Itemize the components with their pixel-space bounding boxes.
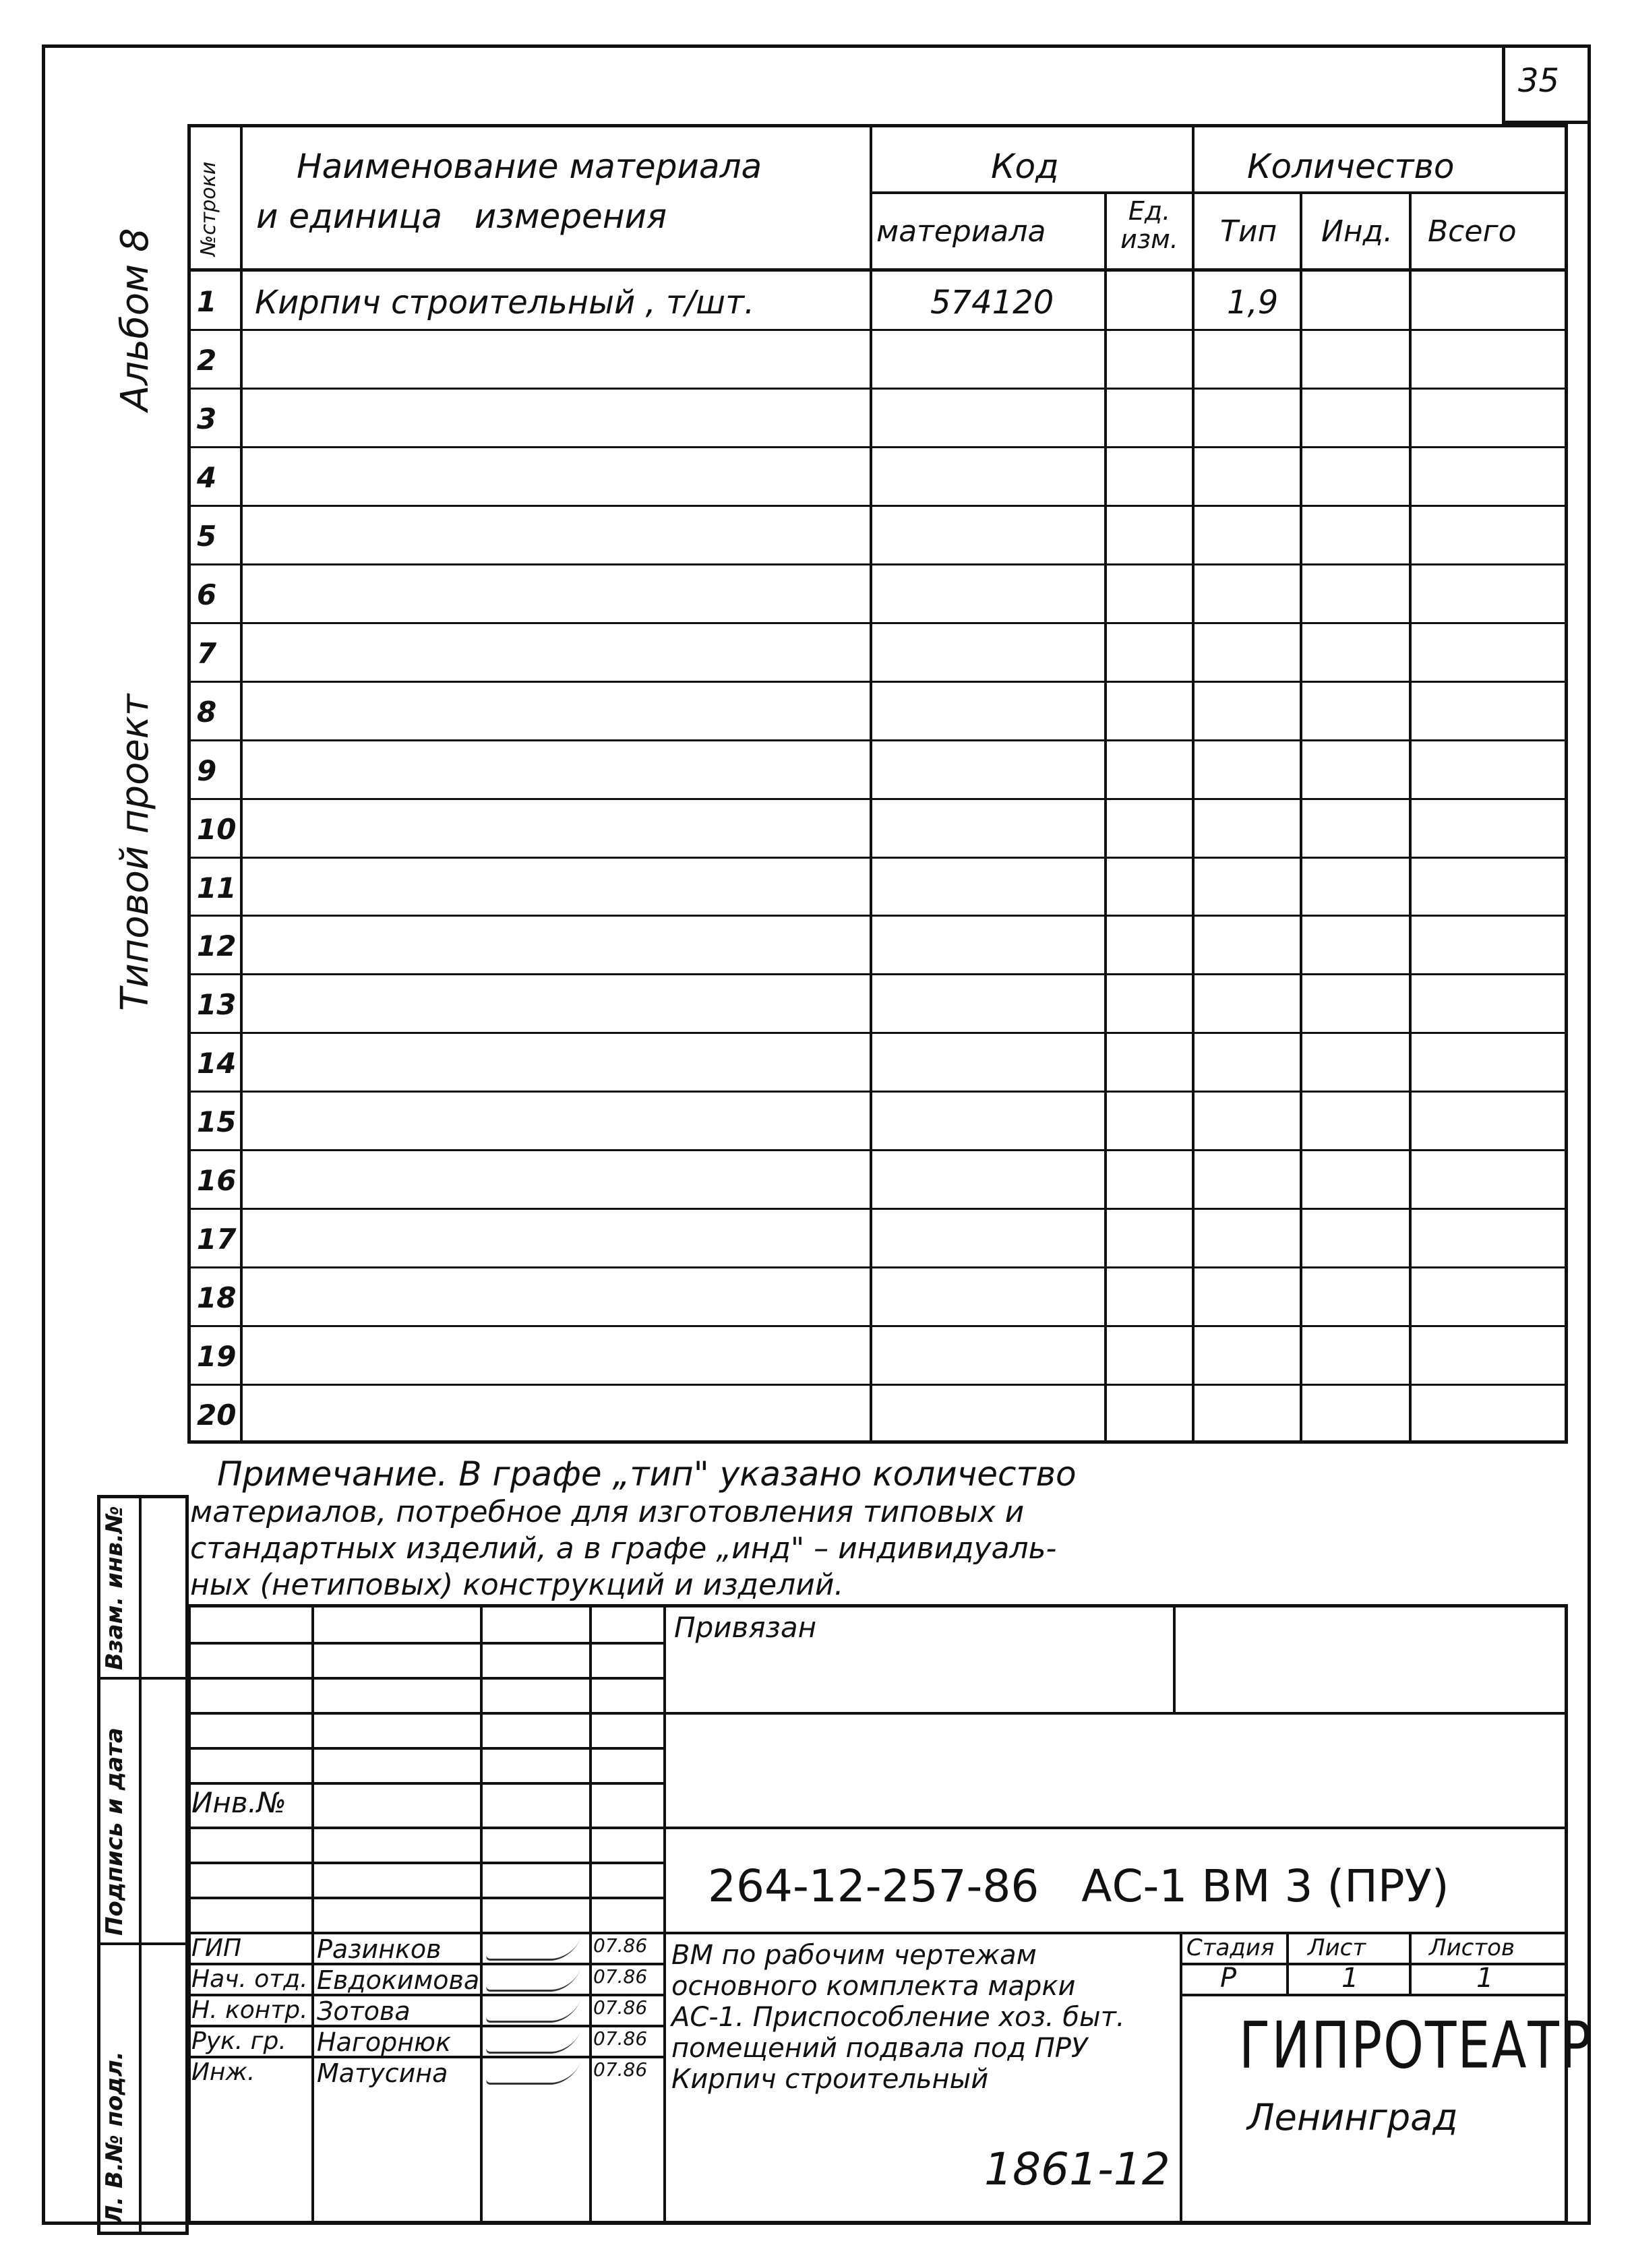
col-line-rowno [240,124,243,1444]
col-header-name-1: Наименование материала [297,147,762,186]
stamp-side-line-2 [97,1942,189,1945]
signer-date: 07.86 [593,1934,648,1957]
col-header-qty: Количество [1247,147,1455,186]
col-line-name [870,124,872,1444]
inv-no-label: Инв.№ [191,1786,286,1819]
description-line: ВМ по рабочим чертежам [671,1940,1037,1971]
signer-name: Нагорнюк [317,2027,451,2057]
signer-name: Зотова [317,1996,411,2026]
row-divider [187,681,1568,683]
col-header-code: Код [991,147,1059,186]
cell-type: 1,9 [1227,284,1279,321]
stamp-side-line-1 [97,1677,189,1680]
description-line: Кирпич строительный [671,2064,989,2095]
row-divider [187,1208,1568,1210]
tb-vline-5 [1173,1604,1176,1712]
cell-name: Кирпич строительный , т/шт. [255,284,755,321]
signer-date: 07.86 [593,1965,648,1988]
row-number: 19 [197,1340,237,1374]
signer-role: Инж. [191,2058,255,2086]
row-number: 12 [197,929,237,963]
header-bottom-line [187,268,1568,272]
row-divider [187,388,1568,390]
col-line-total [1409,191,1412,1444]
row-number: 14 [197,1047,237,1080]
row-divider [187,1266,1568,1268]
row-divider [187,329,1568,331]
row-divider [187,739,1568,741]
row-number: 15 [197,1105,237,1139]
tb-h-6 [187,1827,1568,1829]
row-number: 17 [197,1223,237,1256]
col-header-name-2: и единица измерения [256,197,667,236]
sheet-label: Лист [1308,1934,1366,1961]
tb-desc-right [1180,1932,1182,2224]
tb-h-1 [187,1642,663,1645]
row-number: 18 [197,1281,237,1315]
col-header-code-unit: Ед. изм. [1120,196,1178,254]
row-number: 10 [197,812,237,846]
tb-stage-v1 [1286,1932,1289,1994]
tb-h-4 [187,1747,663,1750]
page-number: 35 [1518,62,1560,100]
row-divider [187,915,1568,917]
signer-date: 07.86 [593,2058,648,2081]
row-number: 5 [197,519,217,553]
cell-code: 574120 [930,284,1054,321]
col-header-qty-type: Тип [1220,214,1277,249]
note-line-2: материалов, потребное для изготовления типовых и [190,1495,1025,1529]
description-line: основного комплекта марки [671,1971,1076,2002]
signer-role: ГИП [191,1934,242,1962]
org-city: Ленинград [1247,2096,1458,2139]
tb-stage-line-2 [1180,1994,1568,1996]
tb-stage-v2 [1409,1932,1412,1994]
signer-date: 07.86 [593,1996,648,2019]
row-number: 3 [197,402,217,435]
row-divider [187,505,1568,507]
row-divider [187,1325,1568,1327]
col-header-qty-ind: Инд. [1321,214,1393,249]
signer-role: Рук. гр. [191,2027,286,2055]
note-line-4: ных (нетиповых) конструкций и изделий. [190,1568,844,1602]
stage-value: Р [1220,1963,1237,1994]
row-number: 11 [197,871,237,905]
row-number: 2 [197,343,217,377]
tb-stage-line-1 [1180,1963,1568,1965]
signer-name: Евдокимова [317,1965,480,1995]
stage-label: Стадия [1186,1934,1275,1961]
signer-role: Нач. отд. [191,1965,308,1993]
org-name: ГИПРОТЕАТР [1239,2007,1593,2083]
tb-vline-2 [480,1604,483,2224]
sheets-label: Листов [1429,1934,1515,1961]
tb-vline-1 [311,1604,314,2224]
tb-h-7 [187,1862,663,1864]
description-line: АС-1. Приспособление хоз. быт. [671,2002,1125,2033]
project-label: Типовой проект [113,694,157,1011]
col-line-unit [1104,191,1107,1444]
row-number: 4 [197,460,217,494]
bound-label: Привязан [674,1611,817,1644]
stamp-label-orig: Л. В.№ подл. [101,2051,128,2224]
row-divider [187,563,1568,565]
sheets-value: 1 [1476,1963,1494,1994]
materials-table [187,124,1568,1444]
col-header-code-material: материала [876,214,1046,249]
row-divider [187,1091,1568,1093]
row-number: 20 [197,1399,237,1432]
row-divider [187,1384,1568,1386]
col-line-qty [1192,124,1195,1444]
stamp-side-divider [139,1495,142,2235]
signer-role: Н. контр. [191,1996,308,2024]
sheet-value: 1 [1341,1963,1359,1994]
row-number: 7 [197,636,217,670]
signer-name: Матусина [317,2058,448,2088]
tb-h-2 [187,1677,663,1680]
signer-date: 07.86 [593,2027,648,2050]
stamp-label-sign: Подпись и дата [101,1727,128,1936]
doc-code: 264-12-257-86 АС-1 ВМ 3 (ПРУ) [708,1860,1449,1912]
row-divider [187,1032,1568,1034]
album-label: Альбом 8 [113,228,157,411]
row-number: 16 [197,1164,237,1198]
row-divider [187,798,1568,800]
tb-h-8 [187,1897,663,1899]
tb-vline-3 [589,1604,592,2224]
footer-code: 1861-12 [984,2143,1170,2195]
row-divider [187,622,1568,624]
code-sub-line [870,191,1568,194]
note-line-3: стандартных изделий, а в графе „инд" – индивидуаль- [190,1531,1057,1566]
row-number: 13 [197,988,237,1022]
row-number: 1 [197,285,217,318]
note-line-1: Примечание. В графе „тип" указано количество [217,1454,1077,1494]
col-line-ind [1300,191,1302,1444]
tb-h-3 [187,1712,1568,1715]
row-number: 9 [197,754,217,787]
tb-vline-4 [663,1604,666,2224]
signer-name: Разинков [317,1934,442,1964]
row-number: 8 [197,695,217,729]
col-header-qty-total: Всего [1428,214,1517,249]
row-divider [187,446,1568,448]
tb-h-5 [187,1782,663,1785]
col-header-rowno: №строки [197,161,220,256]
row-divider [187,857,1568,859]
stamp-label-replace: Взам. инв.№ [101,1506,128,1670]
tb-top-line [187,1604,1568,1607]
description-line: помещений подвала под ПРУ [671,2033,1088,2064]
row-divider [187,973,1568,975]
row-number: 6 [197,578,217,611]
row-divider [187,1149,1568,1151]
